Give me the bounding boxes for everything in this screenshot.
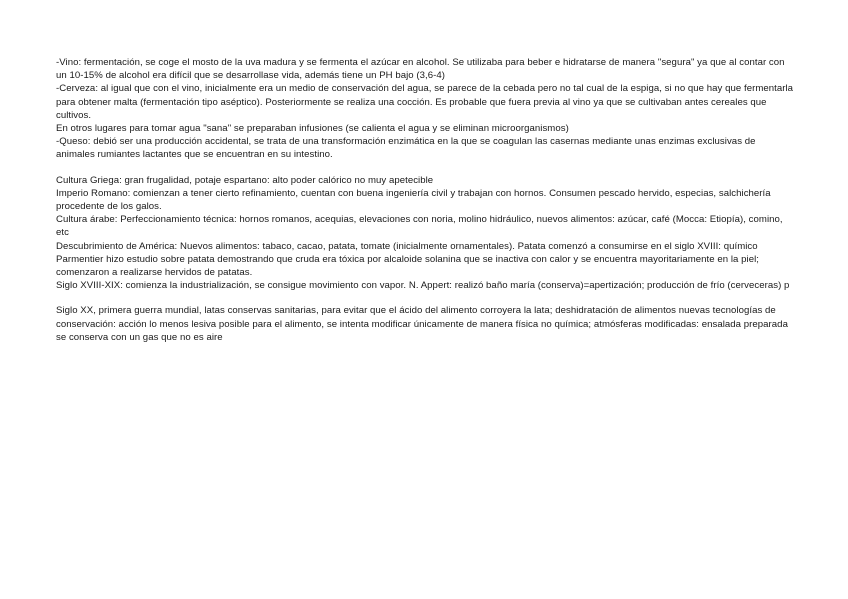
paragraph-descubrimiento-america: Descubrimiento de América: Nuevos alimentos: tabaco, cacao, patata, tomate (inicialmente ornamentales). Patata comenzó a consumirse en el siglo XVIII: químico Parmentier hizo estudio sobre patata demostrando que cruda era tóxica por alcaloide solanina que se inactiva con calor y se encuentra mayoritariamente en la piel; comenzaron a realizarse hervidos de patatas. [56,240,759,279]
document-page [56,56,796,344]
paragraph-cultura-arabe: Cultura árabe: Perfeccionamiento técnica: hornos romanos, acequias, elevaciones con noria, molino hidráulico, nuevos alimentos: azúcar, café (Mocca: Etiopía), comino, etc [56,214,783,239]
text-block-beverages [56,56,796,162]
paragraph-cerveza: -Cerveza: al igual que con el vino, inicialmente era un medio de conservación del agua, se parece de la cebada pero no tal cual de la espiga, si no que hay que fermentarla para obtener malta (fermentación tipo aséptico). Posteriormente se realiza una cocción. Es probable que fuera previa al vino ya que se cultivaban antes cereales que cultivos. [56,83,794,121]
paragraph-siglo-xviii-xix: Siglo XVIII-XIX: comienza la industrialización, se consigue movimiento con vapor. N. Appert: realizó baño maría (conserva)=apertización; producción de frío (cerveceras) p [56,280,790,292]
paragraph-cultura-griega: Cultura Griega: gran frugalidad, potaje espartano: alto poder calórico no muy apetecible [56,174,434,186]
paragraph-gap [56,162,796,174]
paragraph-imperio-romano: Imperio Romano: comienzan a tener cierto refinamiento, cuentan con buena ingeniería civil y trabajan con hornos. Consumen pescado hervido, especias, salchichería procedente de los galos. [56,187,771,213]
text-block-history [56,174,796,293]
paragraph-vino: -Vino: fermentación, se coge el mosto de la uva madura y se fermenta el azúcar en alcohol. Se utilizaba para beber e hidratarse de manera "segura" ya que al contar con un 10-15% de alcohol era difícil que se desarrollase vida, además tiene un PH bajo (3,6-4) [56,57,785,82]
paragraph-queso: -Queso: debió ser una producción accidental, se trata de una transformación enzimática en la que se coagulan las casernas mediante unas enzimas exclusivas de animales rumiantes lactantes que se encuentran en su intestino. [56,136,756,161]
paragraph-gap [56,292,796,304]
text-block-modern [56,304,796,344]
paragraph-infusiones: En otros lugares para tomar agua "sana" se preparaban infusiones (se calienta el agua y se eliminan microorganismos) [56,123,569,135]
paragraph-siglo-xx: Siglo XX, primera guerra mundial, latas conservas sanitarias, para evitar que el ácido del alimento corroyera la lata; deshidratación de alimentos nuevas tecnologías de conservación: acción lo menos lesiva posible para el alimento, se intenta modificar únicamente de manera física no química; atmósferas modificadas: ensalada preparada se conserva con un gas que no es aire [56,305,788,343]
